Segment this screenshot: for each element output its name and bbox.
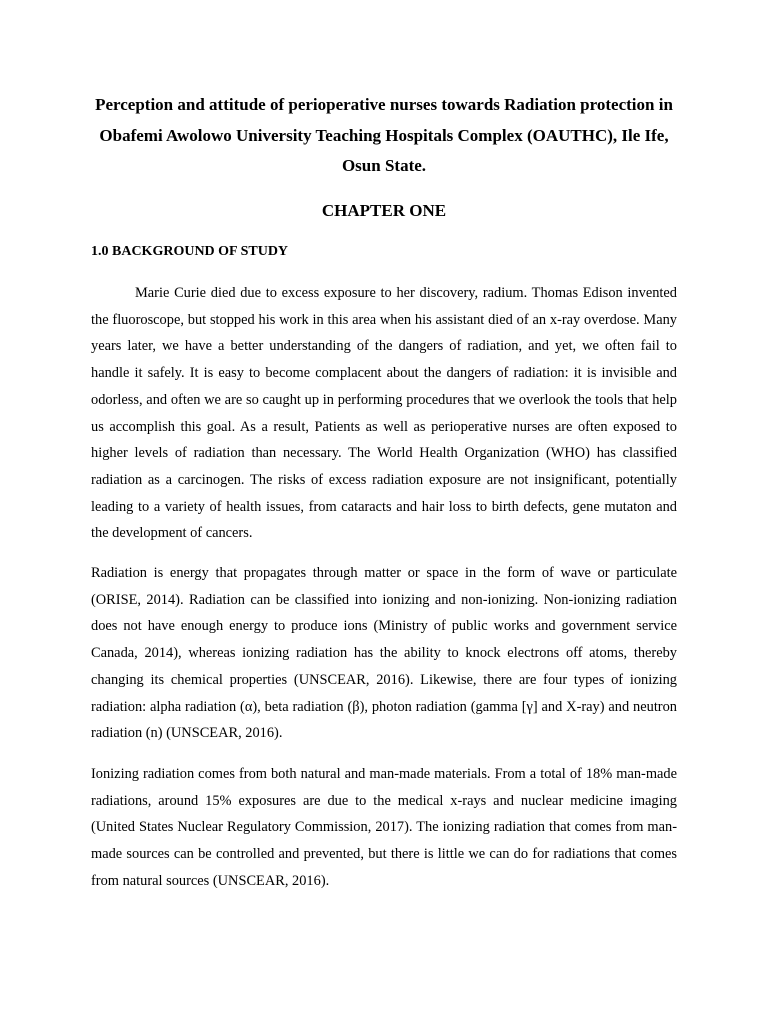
paragraph-1: Marie Curie died due to excess exposure to her discovery, radium. Thomas Edison invented the fluoroscope, but stopped his work in this area when his assistant died of an x-ray overdose. Many years later, we have a better understanding of the dangers of radiation, and yet, we often fail to handle it safely. It is easy to become complacent about the dangers of radiation: it is invisible and odorless, and often we are so caught up in performing procedures that we overlook the tools that help us accomplish this goal. As a result, Patients as well as perioperative nurses are often exposed to higher levels of radiation than necessary. The World Health Organization (WHO) has classified radiation as a carcinogen. The risks of excess radiation exposure are not insignificant, potentially leading to a variety of health issues, from cataracts and hair loss to birth defects, gene mutaton and the development of cancers. [91,285,677,542]
document-title: Perception and attitude of perioperative nurses towards Radiation protection in Obafemi Awolowo University Teaching Hospitals Complex (OAUTHC), Ile Ife, Osun State. [95,95,673,175]
paragraph-2: Radiation is energy that propagates through matter or space in the form of wave or particulate (ORISE, 2014). Radiation can be classified into ionizing and non-ionizing. Non-ionizing radiation does not have enough energy to produce ions (Ministry of public works and government service Canada, 2014), whereas ionizing radiation has the ability to knock electrons off atoms, thereby changing its chemical properties (UNSCEAR, 2016). Likewise, there are four types of ionizing radiation: alpha radiation (α), beta radiation (β), photon radiation (gamma [γ] and X-ray) and neutron radiation (n) (UNSCEAR, 2016). [91,565,677,742]
chapter-heading: CHAPTER ONE [321,201,447,220]
section-heading: 1.0 BACKGROUND OF STUDY [91,244,289,259]
paragraph-3: Ionizing radiation comes from both natural and man-made materials. From a total of 18% man-made radiations, around 15% exposures are due to the medical x-rays and nuclear medicine imaging (United States Nuclear Regulatory Commission, 2017). The ionizing radiation that comes from man-made sources can be controlled and prevented, but there is little we can do for radiations that comes from natural sources (UNSCEAR, 2016). [91,766,677,889]
